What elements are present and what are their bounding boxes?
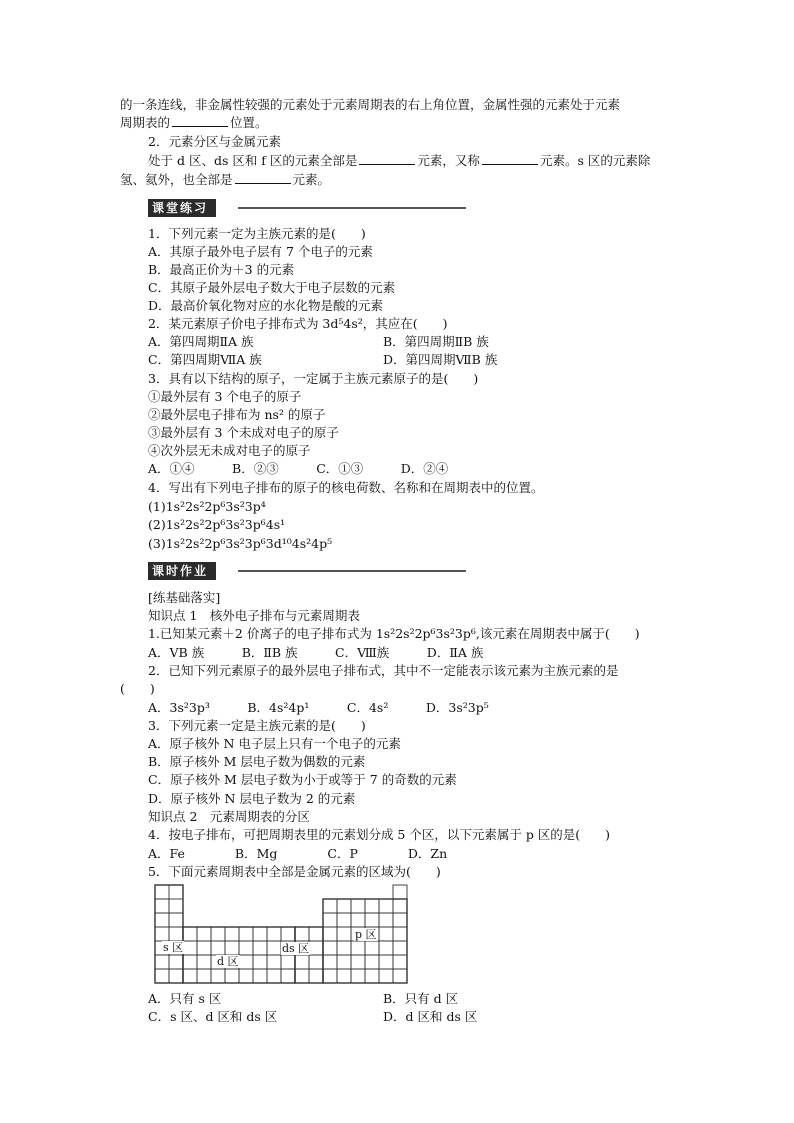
table-cell	[155, 969, 169, 983]
h3-option-b: B．原子核外 M 层电子数为偶数的元素	[148, 754, 366, 769]
table-cell	[253, 941, 267, 955]
table-cell	[239, 969, 253, 983]
h1-options: A．ⅤB 族 B．ⅡB 族 C．Ⅷ族 D．ⅡA 族	[148, 645, 484, 660]
periodic-table-diagram	[154, 884, 410, 988]
intro-line-1: 的一条连线，非金属性较强的元素处于元素周期表的右上角位置，金属性强的元素处于元素	[120, 97, 621, 112]
answer-blank[interactable]	[235, 171, 291, 184]
q2-option-c: C．第四周期ⅦA 族	[148, 352, 262, 367]
banner-label: 课堂练习	[148, 199, 216, 217]
intro-line-2-start: 周期表的	[120, 115, 171, 130]
table-cell	[253, 927, 267, 941]
table-cell	[155, 913, 169, 927]
table-cell	[225, 969, 239, 983]
h3-option-d: D．原子核外 N 层电子数为 2 的元素	[148, 791, 356, 806]
table-cell	[365, 899, 379, 913]
table-cell	[155, 899, 169, 913]
table-cell	[337, 969, 351, 983]
section-2-line-1	[148, 152, 650, 170]
table-cell	[169, 955, 183, 969]
table-cell	[169, 913, 183, 927]
table-cell	[225, 941, 239, 955]
section-banner-homework	[148, 562, 466, 580]
h5-option-d: D．d 区和 ds 区	[383, 1009, 478, 1024]
table-cell	[155, 955, 169, 969]
sec2-text-c: 元素。s 区的元素除	[539, 153, 651, 168]
table-cell	[309, 955, 323, 969]
sec2-text-a: 处于 d 区、ds 区和 f 区的元素全部是	[148, 153, 358, 168]
table-cell	[197, 927, 211, 941]
table-cell	[197, 969, 211, 983]
q3-options: A．①④ B．②③ C．①③ D．②④	[148, 461, 449, 476]
divider	[238, 207, 466, 209]
table-cell	[379, 927, 393, 941]
table-cell	[281, 955, 295, 969]
table-cell	[267, 927, 281, 941]
table-cell	[295, 955, 309, 969]
table-cell	[225, 927, 239, 941]
table-cell	[323, 927, 337, 941]
answer-blank[interactable]	[482, 152, 538, 165]
q4-item-1: (1)1s²2s²2p⁶3s²3p⁴	[148, 499, 266, 514]
table-cell	[379, 913, 393, 927]
table-cell	[253, 955, 267, 969]
table-cell	[309, 941, 323, 955]
section-2-line-2	[120, 171, 330, 189]
h2-paren: ( )	[120, 681, 155, 696]
d-block-label: d 区	[217, 955, 239, 968]
h1-stem: 1.已知某元素＋2 价离子的电子排布式为 1s²2s²2p⁶3s²3p⁶,该元素在周期表中属于( )	[148, 626, 640, 641]
table-cell	[337, 913, 351, 927]
table-cell	[379, 955, 393, 969]
table-cell	[183, 969, 197, 983]
table-cell	[393, 955, 407, 969]
table-cell	[183, 941, 197, 955]
section-banner-class-practice	[148, 199, 466, 217]
homework-header: [练基础落实]	[148, 590, 221, 605]
answer-blank[interactable]	[359, 152, 415, 165]
h4-stem: 4．按电子排布，可把周期表里的元素划分成 5 个区，以下元素属于 p 区的是( )	[148, 827, 611, 842]
table-cell	[169, 899, 183, 913]
intro-line-2-end: 位置。	[230, 115, 268, 130]
table-cell	[337, 927, 351, 941]
table-cell	[211, 969, 225, 983]
table-cell	[351, 899, 365, 913]
table-cell	[365, 941, 379, 955]
periodic-table-grid	[154, 884, 410, 984]
table-cell	[183, 927, 197, 941]
table-cell	[351, 955, 365, 969]
table-cell	[169, 969, 183, 983]
table-cell	[295, 927, 309, 941]
circle-icon	[224, 566, 234, 576]
table-cell	[323, 899, 337, 913]
q4-stem: 4．写出有下列电子排布的原子的核电荷数、名称和在周期表中的位置。	[148, 480, 544, 495]
table-cell	[295, 969, 309, 983]
table-cell	[169, 927, 183, 941]
table-cell	[281, 927, 295, 941]
q3-item-2: ②最外层电子排布为 ns² 的原子	[148, 407, 326, 422]
q3-item-3: ③最外层有 3 个未成对电子的原子	[148, 425, 339, 440]
table-cell	[393, 899, 407, 913]
q4-item-2: (2)1s²2s²2p⁶3s²3p⁶4s¹	[148, 517, 286, 532]
h3-option-a: A．原子核外 N 电子层上只有一个电子的元素	[148, 736, 401, 751]
h5-option-a: A．只有 s 区	[148, 991, 222, 1006]
table-cell	[337, 955, 351, 969]
ds-block-label: ds 区	[282, 942, 310, 955]
table-cell	[337, 941, 351, 955]
table-cell	[337, 899, 351, 913]
p-block-label: p 区	[355, 928, 377, 941]
table-cell	[239, 941, 253, 955]
q3-item-1: ①最外层有 3 个电子的原子	[148, 389, 302, 404]
table-cell	[197, 955, 211, 969]
knowledge-point-1: 知识点 1 核外电子排布与元素周期表	[148, 608, 360, 623]
table-cell	[379, 941, 393, 955]
table-cell	[267, 955, 281, 969]
q1-stem: 1．下列元素一定为主族元素的是( )	[148, 226, 366, 241]
table-cell	[253, 969, 267, 983]
circle-icon	[224, 203, 234, 213]
table-cell	[309, 927, 323, 941]
h5-stem: 5．下面元素周期表中全部是金属元素的区域为( )	[148, 864, 441, 879]
sec2-text-e: 元素。	[292, 172, 331, 187]
table-cell	[239, 927, 253, 941]
table-cell	[393, 885, 407, 899]
sec2-text-d: 氢、氦外，也全部是	[120, 172, 233, 187]
table-cell	[267, 941, 281, 955]
table-cell	[155, 885, 169, 899]
table-cell	[281, 969, 295, 983]
intro-line-2	[120, 114, 268, 132]
knowledge-point-2: 知识点 2 元素周期表的分区	[148, 809, 310, 824]
table-cell	[365, 969, 379, 983]
table-cell	[351, 969, 365, 983]
table-cell	[393, 913, 407, 927]
table-cell	[351, 941, 365, 955]
table-cell	[323, 913, 337, 927]
q3-item-4: ④次外层无未成对电子的原子	[148, 443, 311, 458]
table-cell	[211, 927, 225, 941]
table-cell	[239, 955, 253, 969]
table-cell	[183, 955, 197, 969]
table-cell	[267, 969, 281, 983]
table-cell	[379, 899, 393, 913]
table-cell	[197, 941, 211, 955]
table-cell	[211, 941, 225, 955]
q1-option-b: B．最高正价为＋3 的元素	[148, 262, 295, 277]
table-cell	[365, 955, 379, 969]
h2-stem: 2．已知下列元素原子的最外层电子排布式，其中不一定能表示该元素为主族元素的是	[148, 663, 619, 678]
q2-option-b: B．第四周期ⅡB 族	[383, 334, 489, 349]
h3-option-c: C．原子核外 M 层电子数为小于或等于 7 的奇数的元素	[148, 772, 457, 787]
q4-item-3: (3)1s²2s²2p⁶3s²3p⁶3d¹⁰4s²4p⁵	[148, 536, 333, 551]
h5-option-b: B．只有 d 区	[383, 991, 459, 1006]
table-cell	[323, 941, 337, 955]
q1-option-a: A．其原子最外电子层有 7 个电子的元素	[148, 244, 373, 259]
sec2-text-b: 元素，又称	[417, 153, 480, 168]
s-block-label: s 区	[163, 941, 184, 954]
table-cell	[323, 955, 337, 969]
table-cell	[393, 927, 407, 941]
q2-option-a: A．第四周期ⅡA 族	[148, 334, 254, 349]
q2-stem: 2．某元素原子价电子排布式为 3d⁵4s²，其应在( )	[148, 316, 448, 331]
q1-option-d: D．最高价氧化物对应的水化物是酸的元素	[148, 298, 384, 313]
h2-options: A．3s²3p³ B．4s²4p¹ C．4s² D．3s²3p⁵	[148, 700, 489, 715]
h3-stem: 3．下列元素一定是主族元素的是( )	[148, 718, 366, 733]
section-2-title: 2．元素分区与金属元素	[148, 134, 281, 149]
table-cell	[351, 913, 365, 927]
q2-option-d: D．第四周期ⅦB 族	[383, 352, 498, 367]
h4-options: A．Fe B．Mg C．P D．Zn	[148, 846, 448, 861]
table-cell	[309, 969, 323, 983]
divider	[238, 570, 466, 572]
table-cell	[365, 913, 379, 927]
answer-blank[interactable]	[172, 114, 228, 127]
banner-label: 课时作业	[148, 562, 216, 580]
q3-stem: 3．具有以下结构的原子，一定属于主族元素原子的是( )	[148, 371, 479, 386]
h5-option-c: C．s 区、d 区和 ds 区	[148, 1009, 278, 1024]
table-cell	[393, 941, 407, 955]
table-cell	[379, 969, 393, 983]
table-cell	[393, 969, 407, 983]
q1-option-c: C．其原子最外层电子数大于电子层数的元素	[148, 280, 396, 295]
table-cell	[155, 927, 169, 941]
table-cell	[323, 969, 337, 983]
